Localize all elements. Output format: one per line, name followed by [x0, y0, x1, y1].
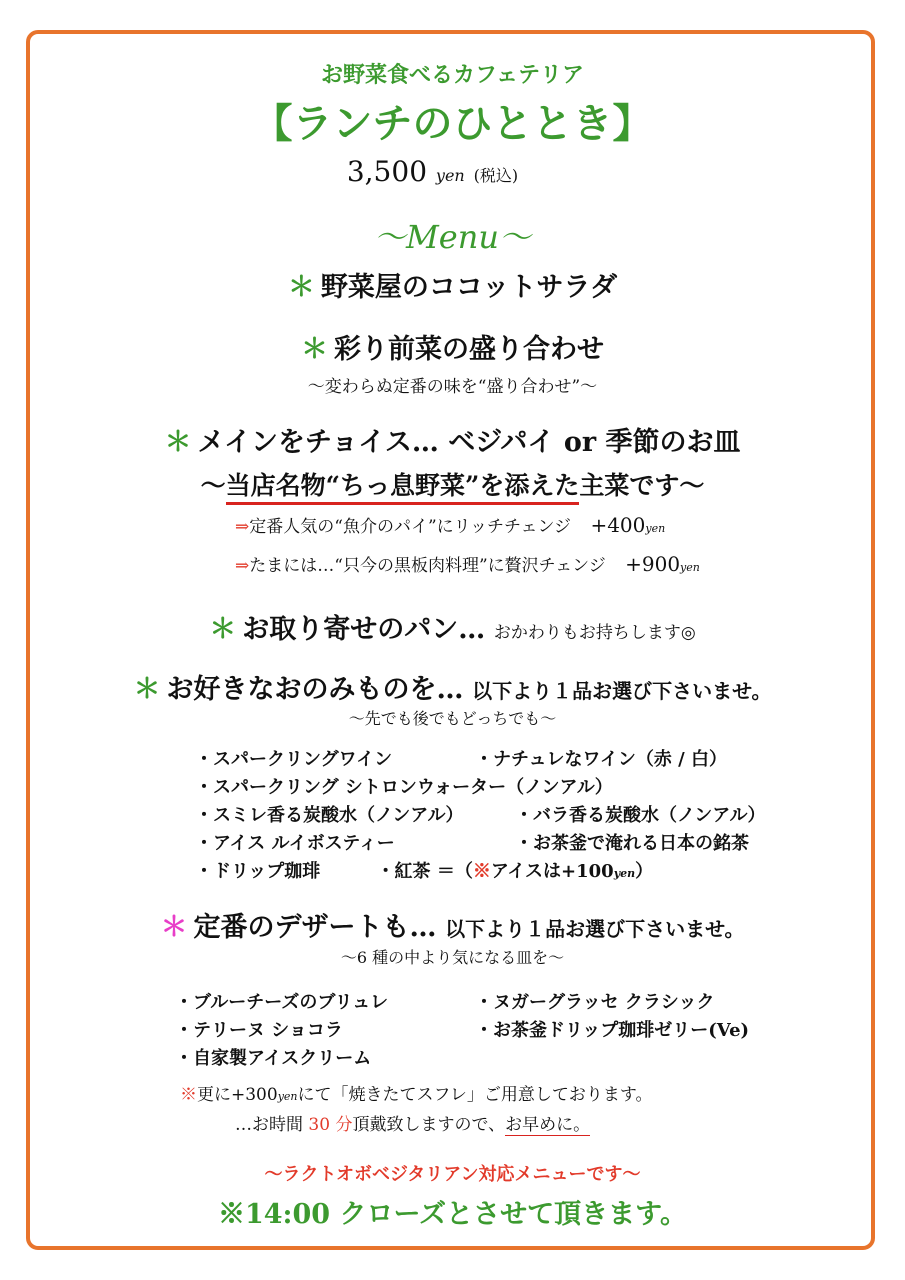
drink-note: 以下より１品お選び下さいませ。: [472, 679, 772, 703]
dessert-item: ・お茶釜ドリップ珈琲ゼリー(Ve): [475, 1020, 750, 1041]
item-dessert: [0, 905, 905, 944]
main-subtitle: [0, 466, 905, 502]
main-sub-underlined: 当店名物“ちっ息野菜”を添えた: [226, 471, 580, 505]
drink-item: ・お茶釜で淹れる日本の銘茶: [515, 833, 749, 854]
souffle-unit: yen: [277, 1090, 298, 1103]
asterisk-icon: ＊: [209, 614, 237, 645]
souffle-pre: 更に+300: [197, 1085, 278, 1105]
ice-close: ）: [635, 861, 654, 882]
appetizer-note: ～変わらぬ定番の味を“盛り合わせ”～: [307, 377, 598, 397]
drink-coffee: ・ドリップ珈琲: [195, 861, 321, 882]
drink-tea: ・紅茶 ＝（: [376, 861, 473, 882]
appetizer-label: 彩り前菜の盛り合わせ: [334, 334, 604, 365]
dessert-note: 以下より１品お選び下さいませ。: [445, 917, 745, 941]
dessert-label: 定番のデザートも…: [193, 912, 437, 943]
drink-item: ・アイス ルイボスティー: [195, 833, 395, 854]
ice-mark: ※: [472, 861, 491, 882]
menu-heading: ～Menu～: [374, 218, 531, 256]
price: 3,500: [346, 155, 428, 188]
drink-label: お好きなおのみものを…: [166, 674, 464, 705]
asterisk-icon: ＊: [287, 272, 315, 303]
drink-item: ・スミレ香る炭酸水（ノンアル）: [195, 805, 464, 826]
close-time-note: ※14:00 クローズとさせて頂きます。: [217, 1199, 687, 1230]
souffle-post: にて「焼きたてスフレ」ご用意しております。: [297, 1085, 653, 1105]
dessert-sub: ～6 種の中より気になる皿を～: [340, 948, 565, 967]
option-unit: yen: [645, 522, 666, 535]
item-bread: [0, 607, 905, 646]
drink-last-row: [195, 857, 653, 883]
time-mid: 頂戴致しますので、: [352, 1115, 506, 1135]
dessert-item: ・テリーヌ ショコラ: [175, 1020, 343, 1041]
asterisk-icon: ＊: [160, 912, 188, 943]
dessert-item: ・自家製アイスクリーム: [175, 1048, 372, 1069]
souffle-note: [180, 1080, 652, 1105]
drink-sub: ～先でも後でもどっちでも～: [348, 709, 557, 728]
arrow-icon: ⇒: [235, 556, 250, 576]
price-line: [0, 155, 885, 188]
time-num: 30 分: [308, 1115, 353, 1135]
bread-note: おかわりもお持ちします◎: [493, 623, 696, 643]
time-note: [235, 1110, 590, 1135]
salad-label: 野菜屋のココットサラダ: [320, 272, 618, 303]
dessert-item: ・ヌガーグラッセ クラシック: [475, 992, 715, 1013]
asterisk-icon: ＊: [133, 674, 161, 705]
drink-item: ・スパークリングワイン: [195, 749, 393, 770]
lunch-title: 【ランチのひととき】: [252, 100, 653, 147]
ice-unit: yen: [613, 867, 636, 880]
drink-item: ・バラ香る炭酸水（ノンアル）: [515, 805, 766, 826]
souffle-mark: ※: [180, 1085, 197, 1105]
option-price: +900: [625, 552, 681, 576]
cafe-subtitle: お野菜食べるカフェテリア: [321, 62, 584, 88]
item-appetizer: [0, 327, 905, 366]
asterisk-icon: ＊: [301, 334, 328, 365]
main-label: メインをチョイス… ベジパイ or 季節のお皿: [197, 427, 741, 458]
option-price: +400: [590, 513, 646, 537]
dessert-item: ・ブルーチーズのブリュレ: [175, 992, 389, 1013]
bread-label: お取り寄せのパン…: [242, 614, 486, 645]
option-unit: yen: [680, 561, 700, 574]
arrow-icon: ⇒: [235, 517, 250, 537]
price-unit: yen: [435, 166, 465, 185]
tax-note: (税込): [473, 166, 519, 185]
ice-note: アイスは+100: [490, 861, 614, 882]
asterisk-icon: ＊: [164, 427, 192, 458]
item-salad: [0, 265, 905, 304]
main-option-2: [235, 551, 700, 576]
vegetarian-note: ～ラクトオボベジタリアン対応メニューです～: [264, 1164, 641, 1185]
item-main: [0, 420, 905, 459]
option-text: たまには…“只今の黒板肉料理”に贅沢チェンジ: [249, 556, 606, 576]
main-sub-prefix: ～: [200, 471, 226, 500]
main-sub-suffix: 主菜です～: [579, 471, 705, 500]
time-end: お早めに。: [505, 1115, 591, 1135]
time-pre: …お時間: [235, 1115, 309, 1135]
main-option-1: [235, 512, 665, 537]
option-text: 定番人気の“魚介のパイ”にリッチチェンジ: [249, 517, 572, 537]
drink-item: ・ナチュレなワイン（赤 / 白）: [475, 749, 728, 770]
drink-item: ・スパークリング シトロンウォーター（ノンアル）: [195, 777, 613, 798]
item-drink: [0, 667, 905, 706]
